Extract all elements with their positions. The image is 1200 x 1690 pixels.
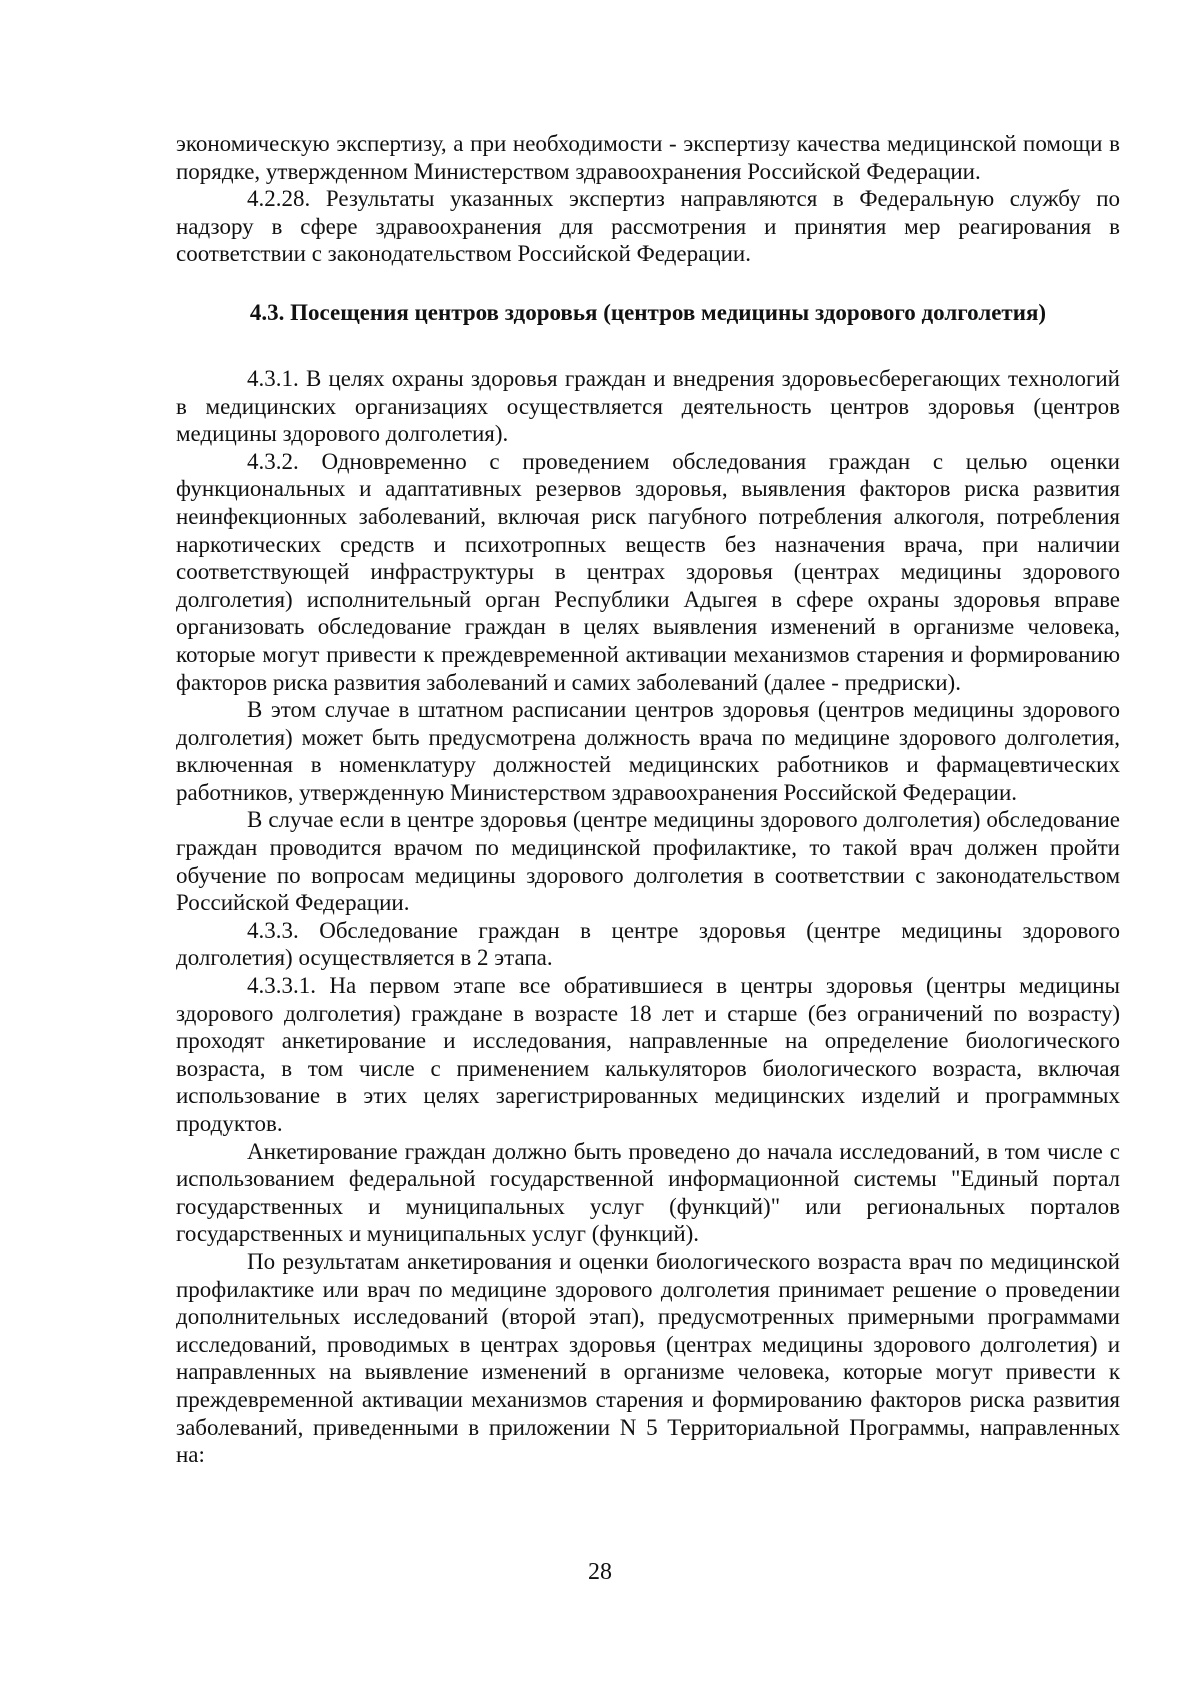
paragraph-4-3-3-1: 4.3.3.1. На первом этапе все обратившиеся в центры здоровья (центры медицины здорового долголетия) граждане в возрасте 18 лет и старше (без ограничений по возрасту) проходят анкетирование и исследования, направленные на определение биологического возраста, в том числе с применением калькуляторов биологического возраста, включая использование в этих целях зарегистрированных медицинских изделий и программных продуктов. (176, 973, 1120, 1136)
paragraph-expertise-continuation: экономическую экспертизу, а при необходимости - экспертизу качества медицинской помощи в порядке, утвержденном Министерством здравоохранения Российской Федерации. (176, 131, 1120, 184)
paragraph-4-3-1: 4.3.1. В целях охраны здоровья граждан и внедрения здоровьесберегающих технологий в медицинских организациях осуществляется деятельность центров здоровья (центров медицины здорового долголетия). (176, 365, 1120, 447)
paragraph-staffing: В этом случае в штатном расписании центров здоровья (центров медицины здорового долголетия) может быть предусмотрена должность врача по медицине здорового долголетия, включенная в номенклатуру должностей медицинских работников и фармацевтических работников, утвержденную Министерством здравоохранения Российской Федерации. (176, 697, 1120, 805)
section-heading-4-3: 4.3. Посещения центров здоровья (центров медицины здорового долголетия) (249, 299, 1047, 325)
document-body (176, 130, 1120, 1469)
page-number: 28 (588, 1559, 612, 1585)
paragraph-doctor-training: В случае если в центре здоровья (центре медицины здорового долголетия) обследование граждан проводится врачом по медицинской профилактике, то такой врач должен пройти обучение по вопросам медицины здорового долголетия в соответствии с законодательством Российской Федерации. (176, 807, 1120, 916)
paragraph-4-3-2: 4.3.2. Одновременно с проведением обследования граждан с целью оценки функциональных и адаптативных резервов здоровья, выявления факторов риска развития неинфекционных заболеваний, включая риск пагубного потребления алкоголя, потребления наркотических средств и психотропных веществ без назначения врача, при наличии соответствующей инфраструктуры в центрах здоровья (центрах медицины здорового долголетия) исполнительный орган Республики Адыгея в сфере охраны здоровья вправе организовать обследование граждан в целях выявления изменений в организме человека, которые могут привести к преждевременной активации механизмов старения и формированию факторов риска развития заболеваний и самих заболеваний (далее - предриски). (176, 448, 1120, 695)
paragraph-4-2-28: 4.2.28. Результаты указанных экспертиз направляются в Федеральную службу по надзору в сфере здравоохранения для рассмотрения и принятия мер реагирования в соответствии с законодательством Российской Федерации. (176, 186, 1120, 267)
paragraph-4-3-3: 4.3.3. Обследование граждан в центре здоровья (центре медицины здорового долголетия) осуществляется в 2 этапа. (176, 917, 1120, 971)
paragraph-results: По результатам анкетирования и оценки биологического возраста врач по медицинской профилактике или врач по медицине здорового долголетия принимает решение о проведении дополнительных исследований (второй этап), предусмотренных примерными программами исследований, проводимых в центрах здоровья (центрах медицины здорового долголетия) и направленных на выявление изменений в организме человека, которые могут привести к преждевременной активации механизмов старения и формированию факторов риска развития заболеваний, приведенными в приложении N 5 Территориальной Программы, направленных на: (176, 1248, 1120, 1468)
paragraph-questionnaire: Анкетирование граждан должно быть проведено до начала исследований, в том числе с использованием федеральной государственной информационной системы "Единый портал государственных и муниципальных услуг (функций)" или региональных порталов государственных и муниципальных услуг (функций). (176, 1138, 1120, 1247)
